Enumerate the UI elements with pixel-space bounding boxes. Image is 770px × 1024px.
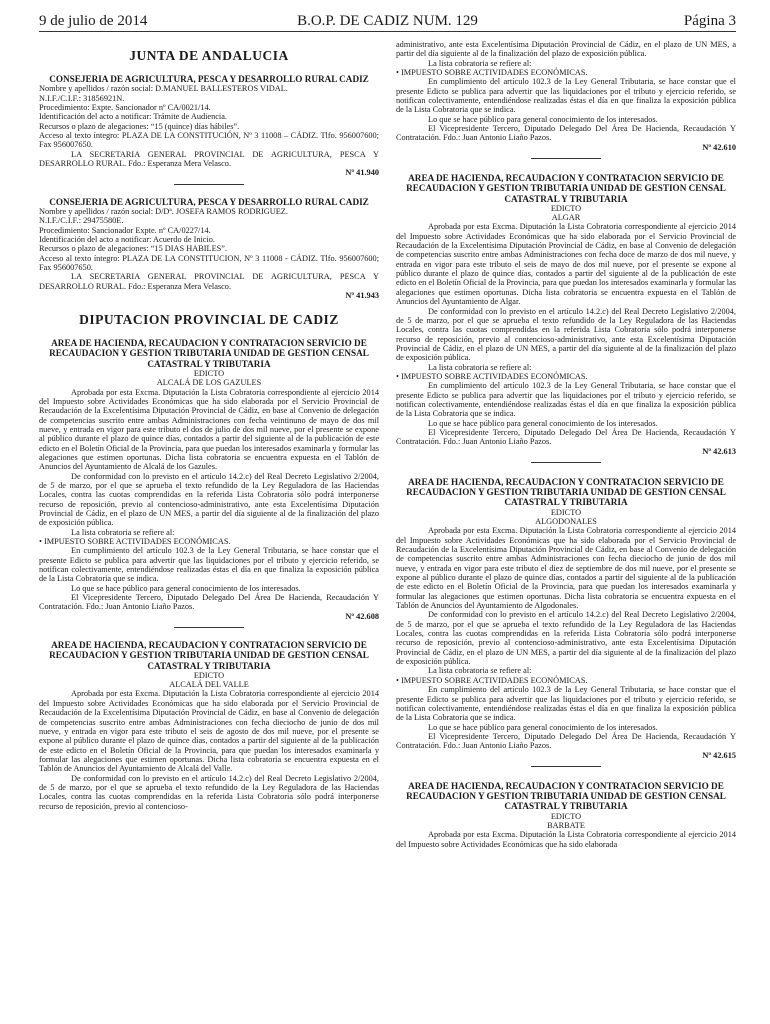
header-date: 9 de julio de 2014 — [39, 13, 148, 29]
notice-reference — [39, 291, 379, 300]
notice-number: Nº 42.613 — [702, 446, 736, 456]
edict-label: EDICTO — [550, 507, 582, 517]
edict-reference-number — [39, 612, 379, 621]
edict-paragraph: Aprobada por esta Excma. Diputación la Lista Cobratoria correspondiente al ejercicio 2014 del Impuesto sobre Actividades Económicas que ha sido elaborada — [396, 830, 736, 849]
notice-reference — [39, 168, 379, 177]
edict-paragraph: • IMPUESTO SOBRE ACTIVIDADES ECONÓMICAS. — [396, 68, 588, 78]
edict-area: AREA DE HACIENDA, RECAUDACION Y CONTRATACION SERVICIO DE RECAUDACION Y GESTION TRIBUTARIA UNIDAD DE GESTION CENSAL CATASTRAL Y TRIBUTARIA — [406, 477, 726, 508]
notice-line: Recursos o plazo de alegaciones: “15 (quince) días hábiles”. — [39, 121, 240, 131]
notice-signature: LA SECRETARIA GENERAL PROVINCIAL DE AGRICULTURA, PESCA Y DESARROLLO RURAL. Fdo.: Esperanza Mera Velasco. — [39, 272, 379, 291]
edict-paragraph: De conformidad con lo previsto en el artículo 14.2.c) del Real Decreto Legislativo 2/2004, de 5 de marzo, por el que se aprueba el texto refundido de la Ley Reguladora de las Haciendas Locales, contra las cuotas comprendidas en la referida Lista Cobratoria sólo podrá interponerse recurso de reposición, previo al contencioso-administrativo, ante esta Excelentísima Diputación Provincial de Cádiz, en el plazo de UN MES, a partir del día siguiente al de la finalización del plazo de exposición pública. — [396, 610, 736, 667]
edict-alcala-valle — [39, 640, 379, 811]
notice-line: N.I.F./C.I.F.: 29475580E. — [39, 216, 124, 226]
edict-label: EDICTO — [550, 811, 582, 821]
edict-paragraph: De conformidad con lo previsto en el artículo 14.2.c) del Real Decreto Legislativo 2/2004, de 5 de marzo, por el que se aprueba el texto refundido de la Ley Reguladora de las Haciendas Locales, contra las cuotas comprendidas en la referida Lista Cobratoria sólo podrá interponerse recurso de reposición, previo al contencioso-administrativo, ante esta Excelentísima Diputación Provincial de Cádiz, en el plazo de UN MES, a partir del día siguiente al de la finalización del plazo de exposición pública. — [39, 471, 379, 528]
edict-area: AREA DE HACIENDA, RECAUDACION Y CONTRATACION SERVICIO DE RECAUDACION Y GESTION TRIBUTARIA UNIDAD DE GESTION CENSAL CATASTRAL Y TRIBUTARIA — [49, 338, 369, 369]
left-column — [39, 40, 379, 849]
edict-paragraph: De conformidad con lo previsto en el artículo 14.2.c) del Real Decreto Legislativo 2/2004, de 5 de marzo, por el que se aprueba el texto refundido de la Ley Reguladora de las Haciendas Locales, contra las cuotas comprendidas en la referida Lista Cobratoria sólo podrá interponerse recurso de reposición, previo al contencioso-administrativo, ante esta Excelentísima Diputación Provincial de Cádiz, en el plazo de UN MES, a partir del día siguiente al de la finalización del plazo de exposición pública. — [396, 306, 736, 363]
edict-place: ALGODONALES — [535, 516, 597, 526]
edict-area: AREA DE HACIENDA, RECAUDACION Y CONTRATACION SERVICIO DE RECAUDACION Y GESTION TRIBUTARIA UNIDAD DE GESTION CENSAL CATASTRAL Y TRIBUTARIA — [49, 640, 369, 671]
edict-place: ALGAR — [551, 213, 581, 223]
notice-line: N.I.F./C.I.F.: 31856921N. — [39, 93, 125, 103]
edict-place: ALCALÁ DE LOS GAZULES — [156, 378, 262, 388]
notice-consejeria-2 — [39, 197, 379, 301]
notice-line: Procedimiento: Sancionador Expte. nº CA/0227/14. — [39, 225, 211, 235]
notice-line: Nombre y apellidos / razón social: D/Dª. JOSEFA RAMOS RODRIGUEZ. — [39, 206, 288, 216]
edict-paragraph: La lista cobratoria se refiere al: — [428, 362, 532, 372]
edict-paragraph: Aprobada por esta Excma. Diputación la Lista Cobratoria correspondiente al ejercicio 2014 del Impuesto sobre Actividades Económicas que ha sido elaborada por el Servicio Provincial de Recaudación de la Excelentísima Diputación Provincial de Cádiz, en base al Convenio de delegación de competencias suscrito entre ambas Administraciones con fecha veintinuno de mayo de dos mil nueve, y entrada en vigor para este tributo el dos de julio de dos mil nueve, por el presente se expone al público durante el plazo de quince días, contados a partir del siguiente al de la publicación de este edicto en el Boletín Oficial de la Provincia, para que puedan los interesados examinarla y formular las alegaciones que estimen oportunas. Dicha lista cobratoria se encuentra expuesta en el Tablón de Anuncios del Ayuntamiento de Alcalá de los Gazules. — [39, 387, 379, 472]
columns — [39, 40, 736, 849]
edict-reference — [39, 593, 379, 612]
edict-paragraph: Aprobada por esta Excma. Diputación la Lista Cobratoria correspondiente al ejercicio 2014 del Impuesto sobre Actividades Económicas que ha sido elaborada por el Servicio Provincial de Recaudación de la Excelentísima Diputación Provincial de Cádiz, en base al Convenio de delegación de competencias suscrito entre ambas Administraciones con fecha dieciocho de junio de dos mil nueve, y entrada en vigor para este tributo el seis de agosto de dos mil nueve, por el presente se expone al público durante el plazo de quince días, contados a partir del siguiente al de la publicación de este edicto en el Boletín Oficial de la Provincia, para que puedan los interesados examinarla y formular las alegaciones que estimen oportunas. Dicha lista cobratoria se encuentra expuesta en el Tablón de Anuncios del Ayuntamiento de Alcalá del Valle. — [39, 689, 379, 774]
edict-barbate — [396, 781, 736, 849]
page-header — [39, 11, 736, 32]
edict-paragraph: En cumplimiento del artículo 102.3 de la Ley General Tributaria, se hace constar que el presente Edicto se publica para advertir que las liquidaciones por el tributo y ejercicio referido, se notifican colectivamente, entendiéndose realizadas éstas el día en que finaliza la exposición pública de la Lista Cobratoria que se indica. — [396, 381, 736, 419]
header-page-number: Página 3 — [683, 13, 736, 29]
notice-number: Nº 41.940 — [345, 168, 379, 178]
notice-line: Nombre y apellidos / razón social: D.MANUEL BALLESTEROS VIDAL. — [39, 84, 288, 94]
notice-title: CONSEJERIA DE AGRICULTURA, PESCA Y DESARROLLO RURAL CADIZ — [49, 196, 369, 207]
notice-title: CONSEJERIA DE AGRICULTURA, PESCA Y DESARROLLO RURAL CADIZ — [49, 74, 369, 84]
edict-paragraph: Aprobada por esta Excma. Diputación la Lista Cobratoria correspondiente al ejercicio 2014 del Impuesto sobre Actividades Económicas que ha sido elaborada por el Servicio Provincial de Recaudación de la Excelentísima Diputación Provincial de Cádiz, en base al Convenio de delegación de competencias suscrito entre ambas Administraciones con fecha doce de marzo de dos mil nueve, y entrada en vigor para este tributo el seis de mayo de dos mil nueve, por el presente se expone al público durante el plazo de quince días, contados a partir del siguiente al de la publicación de este edicto en el Boletín Oficial de la Provincia, para que puedan los interesados examinarla y formular las alegaciones que estimen oportunas. Dicha lista cobratoria se encuentra expuesta en el Tablón de Anuncios del Ayuntamiento de Algar. — [396, 222, 736, 307]
edict-signature: El Vicepresidente Tercero, Diputado Delegado Del Área De Hacienda, Recaudación Y Contratación. Fdo.: Juan Antonio Liaño Pazos. — [39, 593, 379, 612]
edict-algodonales — [396, 477, 736, 767]
edict-paragraph: En cumplimiento del artículo 102.3 de la Ley General Tributaria, se hace constar que el presente Edicto se publica para advertir que las liquidaciones por el tributo y ejercicio referido, se notifican colectivamente, entendiéndose realizadas éstas el día en que finaliza la exposición pública de la Lista Cobratoria que se indica. — [396, 685, 736, 723]
edict-paragraph: Lo que se hace público para general conocimiento de los interesados. — [428, 418, 658, 428]
edict-reference-number — [396, 447, 736, 456]
edict-algar — [396, 173, 736, 463]
edict-paragraph: De conformidad con lo previsto en el artículo 14.2.c) del Real Decreto Legislativo 2/2004, de 5 de marzo, por el que se aprueba el texto refundido de la Ley Reguladora de las Haciendas Locales, contra las cuotas comprendidas en la referida Lista Cobratoria sólo podrá interponerse recurso de reposición, previo al contencioso- — [39, 773, 379, 811]
notice-line: Acceso al texto íntegro: PLAZA DE LA CONSTITUCION, Nº 3 11008 - CÁDIZ. Tlfo. 956007600; Fax 956007650. — [39, 253, 379, 272]
edict-paragraph: La lista cobratoria se refiere al: — [428, 666, 532, 676]
header-publication: B.O.P. DE CADIZ NUM. 129 — [297, 13, 478, 29]
edict-label: EDICTO — [193, 670, 225, 680]
notice-number: Nº 42.615 — [702, 750, 736, 760]
edict-signature: El Vicepresidente Tercero, Diputado Delegado Del Área De Hacienda, Recaudación Y Contratación. Fdo.: Juan Antonio Liaño Pazos. — [396, 427, 736, 447]
edict-paragraph: Aprobada por esta Excma. Diputación la Lista Cobratoria correspondiente al ejercicio 2014 del Impuesto sobre Actividades Económicas que ha sido elaborada por el Servicio Provincial de Recaudación de la Excelentísima Diputación Provincial de Cádiz, en base al Convenio de delegación de competencias suscrito entre ambas Administraciones con fecha dieciocho de junio de dos mil nueve, y entrada en vigor para este tributo el diez de septiembre de dos mil nueve, por el presente se expone al público durante el plazo de quince días, contados a partir del siguiente al de la publicación de este edicto en el Boletín Oficial de la Provincia, para que puedan los interesados examinarla y formular las alegaciones que estimen oportunas. Dicha lista cobratoria se encuentra expuesta en el Tablón de Anuncios del Ayuntamiento de Algodonales. — [396, 526, 736, 611]
right-column — [396, 40, 736, 849]
edict-paragraph: Lo que se hace público para general conocimiento de los interesados. — [428, 114, 658, 124]
notice-number: Nº 42.610 — [702, 142, 736, 152]
edict-place: BARBATE — [547, 820, 585, 830]
edict-label: EDICTO — [193, 368, 225, 378]
notice-number: Nº 41.943 — [345, 290, 379, 300]
edict-area: AREA DE HACIENDA, RECAUDACION Y CONTRATACION SERVICIO DE RECAUDACION Y GESTION TRIBUTARIA UNIDAD DE GESTION CENSAL CATASTRAL Y TRIBUTARIA — [406, 780, 726, 812]
notice-line: Identificación del acto a notificar: Trámite de Audiencia. — [39, 112, 227, 122]
edict-alcala-gazules — [39, 338, 379, 628]
edict-paragraph: En cumplimiento del artículo 102.3 de la Ley General Tributaria, se hace constar que el presente Edicto se publica para advertir que las liquidaciones por el tributo y ejercicio referido, se notifican colectivamente, entendiéndose realizadas éstas el día en que finaliza la exposición pública de la Lista Cobratoria que se indica. — [39, 546, 379, 584]
edict-area: AREA DE HACIENDA, RECAUDACION Y CONTRATACION SERVICIO DE RECAUDACION Y GESTION TRIBUTARIA UNIDAD DE GESTION CENSAL CATASTRAL Y TRIBUTARIA — [406, 173, 726, 204]
notice-line: Acceso al texto íntegro: PLAZA DE LA CONSTITUCIÓN, Nº 3 11008 – CÁDIZ. Tlfo. 956007600; Fax 956007650. — [39, 130, 379, 150]
edict-signature: El Vicepresidente Tercero, Diputado Delegado Del Área De Hacienda, Recaudación Y Contratación. Fdo.: Juan Antonio Liaño Pazos. — [396, 731, 736, 751]
edict-paragraph: La lista cobratoria se refiere al: — [71, 527, 175, 537]
notice-number: Nº 42.608 — [345, 611, 379, 621]
edict-signature: El Vicepresidente Tercero, Diputado Delegado Del Área De Hacienda, Recaudación Y Contratación. Fdo.: Juan Antonio Liaño Pazos. — [396, 124, 736, 143]
notice-line: Procedimiento: Expte. Sancionador nº CA/0021/14. — [39, 102, 211, 112]
edict-continuation — [396, 40, 736, 159]
edict-paragraph: • IMPUESTO SOBRE ACTIVIDADES ECONÓMICAS. — [39, 537, 231, 547]
edict-paragraph: • IMPUESTO SOBRE ACTIVIDADES ECONÓMICAS. — [396, 371, 588, 381]
edict-paragraph: Lo que se hace público para general conocimiento de los interesados. — [428, 722, 658, 732]
edict-paragraph: Lo que se hace público para general conocimiento de los interesados. — [71, 583, 301, 593]
edict-reference-number — [396, 751, 736, 760]
diputacion-title: DIPUTACION PROVINCIAL DE CADIZ — [79, 312, 339, 328]
edict-place: ALCALÁ DEL VALLE — [169, 680, 249, 690]
edict-reference-number — [396, 143, 736, 152]
edict-paragraph: La lista cobratoria se refiere al: — [428, 58, 532, 68]
edict-paragraph: administrativo, ante esta Excelentísima Diputación Provincial de Cádiz, en el plazo de UN MES, a partir del día siguiente al de la finalización del plazo de exposición pública. — [396, 40, 736, 59]
notice-consejeria-1 — [39, 74, 379, 185]
junta-title: JUNTA DE ANDALUCIA — [129, 48, 289, 63]
edict-paragraph: En cumplimiento del artículo 102.3 de la Ley General Tributaria, se hace constar que el presente Edicto se publica para advertir que las liquidaciones por el tributo y ejercicio referido, se notifican colectivamente, entendiéndose realizadas éstas el día en que finaliza la exposición pública de la Lista Cobratoria que se indica. — [396, 77, 736, 115]
notice-line: Recursos o plazo de alegaciones: “15 DIAS HABILES”. — [39, 244, 228, 254]
edict-label: EDICTO — [550, 203, 582, 213]
notice-line: Identificación del acto a notificar: Acuerdo de Inicio. — [39, 234, 216, 244]
notice-signature: LA SECRETARIA GENERAL PROVINCIAL DE AGRICULTURA, PESCA Y DESARROLLO RURAL. Fdo.: Esperanza Mera Velasco. — [39, 149, 379, 168]
edict-paragraph: • IMPUESTO SOBRE ACTIVIDADES ECONÓMICAS. — [396, 675, 588, 685]
